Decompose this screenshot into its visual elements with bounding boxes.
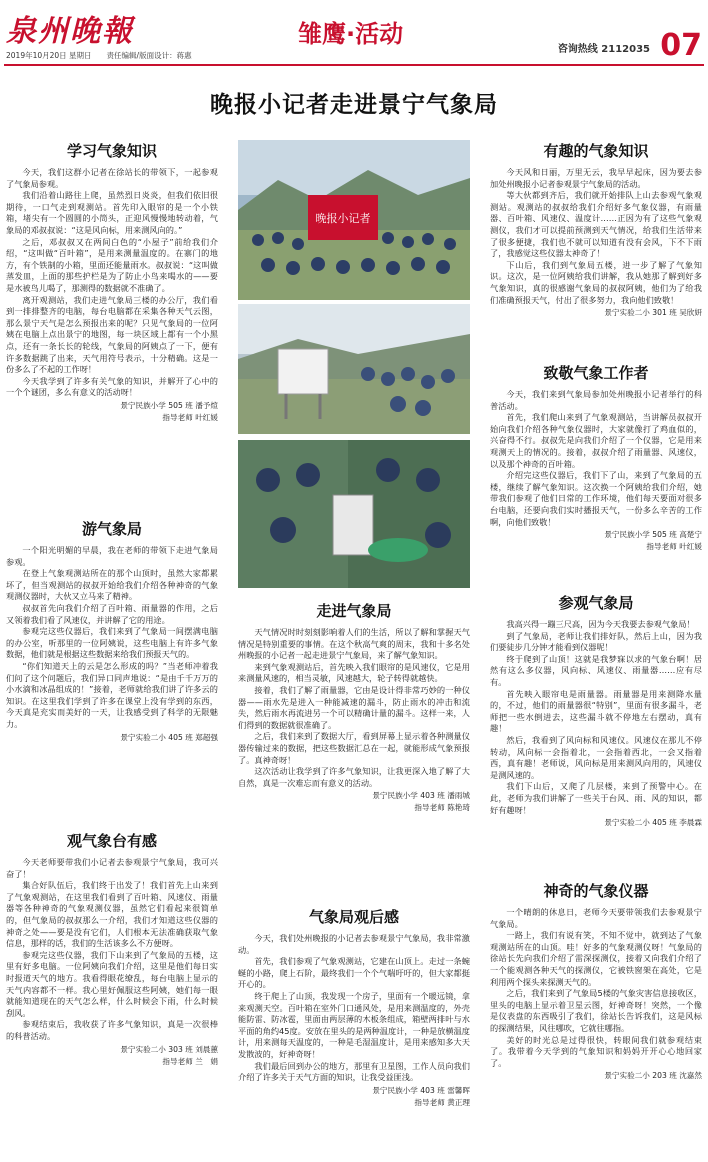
article-paragraph: 一个晴朗的休息日，老师今天要带领我们去参观景宁气象局。 xyxy=(490,907,702,929)
article-after-visit xyxy=(238,906,470,1108)
article-paragraph: 一个阳光明媚的早晨，我在老师的带领下走进气象局参观。 xyxy=(6,545,218,567)
article-impressions xyxy=(6,830,218,1067)
article-title: 学习气象知识 xyxy=(66,142,157,160)
author-byline: 景宁民族小学 403 班 雷馨晖 xyxy=(372,1085,470,1095)
article-title: 走进气象局 xyxy=(316,602,392,620)
article-paragraph: 集合好队伍后，我们终于出发了！我们首先上山来到了气象观测站，在这里我们看到了百叶箱、风速仪、雨量器等各种神奇的气象观测仪器，虽然它们看起来很简单的，但气象局的叔叔那么一介绍，我们才知道这些仪器的神奇之处——要是没有它们，人们根本无法准确获取气象信息，那样的话，我们的生活该多么不方便呀。 xyxy=(6,880,218,949)
teacher-byline: 指导老师 叶红媛 xyxy=(162,412,218,422)
article-paragraph: 今天老师要带我们小记者去参观景宁气象局，我可兴奋了！ xyxy=(6,857,218,879)
article-paragraph: 叔叔首先向我们介绍了百叶箱、雨量器的作用，之后又领着我们看了风速仪，并讲解了它的用途。 xyxy=(6,602,218,625)
article-title: 参观气象局 xyxy=(558,594,634,612)
author-byline: 景宁实验二小 301 班 吴欣妍 xyxy=(604,308,702,318)
masthead xyxy=(0,0,708,63)
article-paragraph: 等大伙都到齐后，我们就开始排队上山去参观气象观测站。观测站的叔叔给我们介绍好多气象仪器，有雨量器、百叶箱、风速仪、温度计……正因为有了这些气象观测仪，我们才可以提前预测到天气情况，给我们生活带来了很多便捷，我们也不就可以知道有没有会风，下不下雨了，我感觉这些仪器太神奇了！ xyxy=(490,190,702,259)
article-paragraph: 首先映入眼帘电是雨量器。雨量器是用来测降水量的，不过，他们的雨量器很“特别”，里面有很多漏斗，老师把一些水倒进去，这些漏斗就不停地左右摆动，真有趣！ xyxy=(490,688,702,734)
article-title: 游气象局 xyxy=(81,520,142,538)
instrument-photo-illustration xyxy=(238,304,470,434)
author-byline: 景宁实验二小 405 班 郑超强 xyxy=(120,732,218,742)
teacher-byline: 指导老师 叶红媛 xyxy=(646,542,702,552)
author-byline: 景宁民族小学 505 班 潘予煊 xyxy=(120,400,218,410)
children-photo-illustration xyxy=(238,440,470,588)
article-paragraph: “你们知道天上的云是怎么形成的吗？”当老师冲着我们问了这个问题后，我们异口同声地说：“是由千千万万的小水滴和冰晶组成的！”接着，老师就给我们讲了许多云的知识。在这里我们学到了许多在课堂上没有学到的东西，今天真是充实而美好的一天，让我感受到了科学的无限魅力。 xyxy=(6,660,218,729)
article-paragraph: 今天，我们这群小记者在徐站长的带领下，一起参观了气象局参观。 xyxy=(6,167,218,189)
article-instruments xyxy=(490,880,702,1081)
article-paragraph: 首先，我们爬山来到了气象观测站，当讲解员叔叔开始向我们介绍各种气象仪器时，大家就像打了鸡血似的，兴奋得不行。叔叔先是向我们介绍了一个仪器，它是用来观测天上的情况的。接着，叔叔介绍了雨量器、风速仪，以及那个神奇的百叶箱。 xyxy=(490,412,702,469)
author-byline: 景宁实验二小 303 班 刘晨蕙 xyxy=(120,1044,218,1054)
article-paragraph: 我们最后回到办公的地方，那里有卫星图，工作人员向我们介绍了许多关于天气方面的知识，让我受益匪浅。 xyxy=(238,1060,470,1083)
newspaper-logo: 泉州晚報 xyxy=(6,14,134,49)
hotline: 咨询热线 2112035 xyxy=(557,44,650,55)
article-title: 致敬气象工作者 xyxy=(543,364,649,382)
article-study xyxy=(6,140,218,423)
article-paragraph: 到了气象局，老师让我们排好队，然后上山，因为我们要徒步几分钟才能看到仪器呢！ xyxy=(490,630,702,653)
photo-group xyxy=(238,140,470,300)
page-headline: 晚报小记者走进景宁气象局 xyxy=(210,92,498,118)
article-paragraph: 今天，我们处州晚报的小记者去参观景宁气象局，我非常激动。 xyxy=(238,933,470,955)
author-byline: 景宁实验二小 405 班 李晨霖 xyxy=(604,818,702,828)
author-byline: 景宁实验二小 203 班 沈嘉然 xyxy=(604,1071,702,1081)
article-title: 有趣的气象知识 xyxy=(543,142,649,160)
teacher-byline: 指导老师 陈艳琦 xyxy=(414,803,470,813)
article-paragraph: 我高兴得一蹦三尺高，因为今天我要去参观气象局！ xyxy=(506,619,695,629)
article-paragraph: 下山后，我们到气象局五楼，进一步了解了气象知识。这次，是一位阿姨给我们讲解，我从她那了解到好多气象知识，真的很感谢气象局的叔叔阿姨，他们为了给我们准确预报天气，付出了很多努力，我向他们致敬！ xyxy=(490,259,702,305)
masthead-rule xyxy=(4,64,704,66)
article-visit xyxy=(490,592,702,828)
group-photo-illustration xyxy=(238,140,470,300)
teacher-byline: 指导老师 黄正理 xyxy=(414,1097,470,1107)
article-into-bureau xyxy=(238,600,470,813)
article-interesting xyxy=(490,140,702,318)
dateline: 2019年10月20日 星期日 责任编辑/版面设计：蒋惠 xyxy=(6,51,192,60)
teacher-byline: 指导老师 兰 娟 xyxy=(162,1056,218,1066)
article-paragraph: 这次活动让我学到了许多气象知识，让我更深入地了解了大自然，真是一次难忘而有意义的活动。 xyxy=(238,766,470,788)
banner-text: 晚报小记者 xyxy=(315,212,371,225)
article-paragraph: 离开观测站，我们走进气象局三楼的办公厅，我们看到一排排整齐的电脑，每台电脑都在采集各种天气云图，那么景宁天气是怎么预报出来的呢？只见气象局的一位阿姨在电脑上点出景宁的地图，每一块区域上都有一个小黑点，还有一条长长的轮线，气象局的阿姨点了一下，便有许多数据跳了出来，天气用符号表示，十分精确。这是一份多么了不起的工作呀！ xyxy=(6,294,218,375)
article-title: 观气象台有感 xyxy=(66,832,157,850)
article-paragraph: 首先，我们参观了气象观测站，它建在山顶上。走过一条蜿蜒的小路，爬上石阶，最终我们一个个气喘吁吁的，但大家都挺开心的。 xyxy=(238,956,470,990)
article-paragraph: 参观完这些仪器后，我们来到了气象局一间摆满电脑的办公室，听那里的一位阿姨说，这些电脑上有许多气象数据，他们就是根据这些数据来给我们预报天气的。 xyxy=(6,626,218,660)
article-paragraph: 介绍完这些仪器后，我们下了山，来到了气象局的五楼，继续了解气象知识。这次换一个阿姨给我们介绍，她带我们参观了他们日常的工作环境，他们每天要面对很多台电脑，还要向我们实时播报天气，一份多么辛苦的工作啊，向他们致敬！ xyxy=(490,470,702,527)
article-paragraph: 之后，邓叔叔又在两间白色的“小屋子”前给我们介绍，“这叫做“百叶箱”，是用来测量温度的。在寨门的地方，有个铁制的小箱，里面还能量雨水。叔叔说：“这叫做蒸发皿，上面的那些护栏是为了防止小鸟来喝水的——要是水被鸟儿喝了，那测得的数据就不准确了。 xyxy=(6,236,218,293)
article-salute xyxy=(490,362,702,552)
article-title: 气象局观后感 xyxy=(308,908,399,926)
section-title: 雏鹰·活动 xyxy=(298,20,404,48)
article-title: 神奇的气象仪器 xyxy=(543,882,649,900)
article-paragraph: 在登上气象观测站所在的那个山顶时，虽然大家都累坏了，但当观测站的叔叔开始给我们介绍各种神奇的气象观测仪器时，大伙又立马来了精神。 xyxy=(6,568,218,602)
article-paragraph: 一路上，我们有说有笑，不知不觉中，就到达了气象观测站所在的山顶。哇！好多的气象观测仪呀！气象局的徐站长先向我们介绍了雷深探测仪，接着又向我们介绍了一个能观测各种天气的探测仪，它被铁窗架在高处，它是利用两个探头来探测天气的。 xyxy=(490,930,702,987)
article-paragraph: 来到气象观测站后，首先映入我们眼帘的是风速仪，它是用来测量风速的，相当灵敏，风速越大，轮子转得就越快。 xyxy=(238,661,470,684)
article-paragraph: 今天风和日丽，万里无云，我早早起床，因为要去参加处州晚报小记者参观景宁气象局的活动。 xyxy=(490,167,702,189)
article-tour xyxy=(6,518,218,743)
author-byline: 景宁民族小学 403 班 潘雨城 xyxy=(372,791,470,801)
article-paragraph: 天气情况时时刻刻影响着人们的生活，所以了解和掌握天气情况是特别重要的事情。在这个秋高气爽的周末，我和十多名处州晚报的小记者一起走进景宁气象局，来了解气象知识。 xyxy=(238,627,470,661)
article-paragraph: 我们沿着山路往上爬，虽然烈日炎炎，但我们依旧很期待，一口气走到观测站。首先印入眼帘的是一个小铁箱，堵尖有一个圆圆的小筒头，正迎风慢慢地转动着，气象局的邓叔叔说：“这是风向标，用来测风向的。” xyxy=(6,190,218,235)
article-paragraph: 今天，我们来到气象局参加处州晚报小记者举行的科普活动。 xyxy=(490,389,702,411)
article-paragraph: 然后，我看到了风向标和风速仪。风速仪在那儿不停转动，风向标一会指着北，一会指着西北，一会又指着西，真有趣！老师说，风向标是用来测风向用的，风速仪是测风速的。 xyxy=(490,734,702,780)
article-paragraph: 之后，我们来到了气象局5楼的气象灾害信息接收区，里头的电脑上显示着卫星云图，好神奇呀！突然，一个像是仪表盘的东西吸引了我们，徐站长告诉我们，这是风标的探测结果，风往哪吹，它就往哪指。 xyxy=(490,988,702,1033)
article-paragraph: 之后，我们来到了数据大厅，看到屏幕上显示着各种测量仪器传输过来的数据，把这些数据汇总在一起，就能形成气象预报了。真神奇呀！ xyxy=(238,731,470,765)
author-byline: 景宁民族小学 505 班 高楚宁 xyxy=(604,530,702,540)
article-paragraph: 我们下山后，又爬了几层楼，来到了预警中心。在此，老师为我们讲解了一些关于台风、雨、风的知识，都好有趣呀！ xyxy=(490,781,702,815)
article-paragraph: 终于爬到了山顶！这就是我梦寐以求的气象台啊！居然有这么多仪器，风向标、风速仪、雨量器……应有尽有。 xyxy=(490,653,702,687)
photo-instrument-box xyxy=(238,304,470,434)
article-paragraph: 接着，我们了解了雨量器，它由是设计得非常巧妙的一种仪器——雨水先是进入一种能减速的漏斗，防止雨水的冲击和流失，然后雨水再流进另一个可以精确计量的漏斗。这样一来，人们得到的数据就很准确了。 xyxy=(238,684,470,730)
article-paragraph: 参观结束后，我收获了许多气象知识，真是一次很棒的科普活动。 xyxy=(6,1019,218,1041)
article-paragraph: 美好的时光总是过得很快，转眼间我们就参观结束了。我带着今天学到的气象知识和妈妈开开心心地回家了。 xyxy=(490,1034,702,1068)
article-paragraph: 终于爬上了山顶，我发现一个房子，里面有一个暖远镜，拿来观测天空。百叶箱在室外门口通风处，是用来测温度的，外壳能防雷、防冰雹，里面由两层薄的木板条组成，箱壁两排叶与水平面的角约45度。安放在里头的是两种温度计，一种是放横温度计，用来测每天温度的，一种是毛湿温度计，是用来感知多大天发散波的，好神奇呀！ xyxy=(238,990,470,1059)
article-paragraph: 参观完这些仪器，我们下山来到了气象局的五楼，这里有好多电脑。一位阿姨向我们介绍，这里是他们每日实时报道天气的地方。我看得眼花缭乱，每台电脑上显示的天气内容都不一样。我心里好佩服这些阿姨，她们每一眼就能知道现在的天气怎么样，什么时候会下雨，什么时候刮风。 xyxy=(6,949,218,1018)
article-paragraph: 今天我学到了许多有关气象的知识，并解开了心中的一个个谜团，多么有意义的活动呀！ xyxy=(6,375,218,398)
photo-children-close xyxy=(238,440,470,588)
page-number: 07 xyxy=(660,28,702,63)
